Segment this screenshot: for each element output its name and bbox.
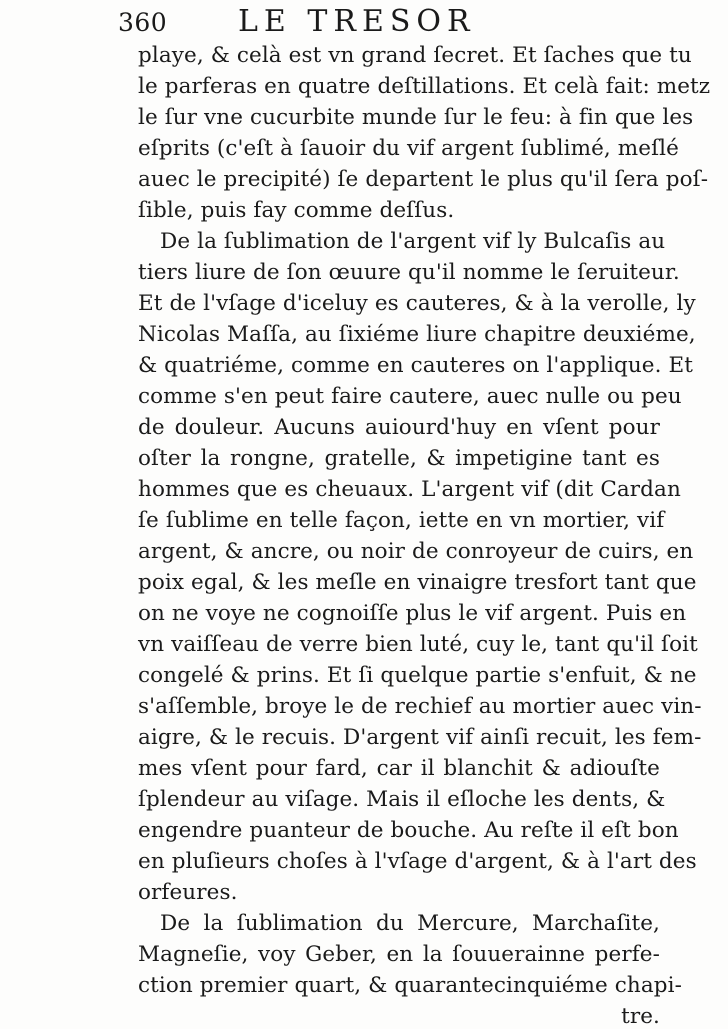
running-title: LE TRESOR — [238, 4, 476, 39]
text-line: hommes que es cheuaux. L'argent vif (dit Cardan — [138, 477, 681, 502]
text-line: Et de l'vſage d'iceluy es cauteres, & à la verolle, ly — [138, 291, 696, 316]
text-line: de douleur. Aucuns auiourd'huy en vſent pour — [138, 415, 660, 440]
paragraph-start-line: De la ſublimation de l'argent vif ly Bulcaſis au — [160, 229, 666, 254]
text-line: ſplendeur au viſage. Mais il eſloche les dents, & — [138, 787, 666, 812]
text-line: comme s'en peut faire cautere, auec nulle ou peu — [138, 384, 682, 409]
text-line: Nicolas Maſſa, au ſixiéme liure chapitre deuxiéme, — [138, 322, 696, 347]
text-line: engendre puanteur de bouche. Au reſte il eſt bon — [138, 818, 679, 843]
text-line: s'aſſemble, broye le de rechief au mortier auec vin- — [138, 694, 702, 719]
text-line: poix egal, & les meſle en vinaigre tresfort tant que — [138, 570, 697, 595]
text-line: eſprits (c'eſt à ſauoir du vif argent ſublimé, meſlé — [138, 136, 679, 161]
body-text — [138, 40, 711, 1029]
text-line: orfeures. — [138, 880, 238, 905]
text-line: ction premier quart, & quarantecinquiéme chapi- — [138, 973, 682, 998]
text-line: argent, & ancre, ou noir de conroyeur de cuirs, en — [138, 539, 694, 564]
text-line: le parferas en quatre deſtillations. Et celà fait: metz — [138, 74, 711, 99]
text-line: ſible, puis fay comme deſſus. — [138, 198, 455, 223]
text-line: & quatriéme, comme en cauteres on l'applique. Et — [138, 353, 694, 378]
text-line: playe, & celà est vn grand ſecret. Et ſaches que tu — [138, 43, 692, 68]
text-line: en pluſieurs choſes à l'vſage d'argent, & à l'art des — [138, 849, 697, 874]
text-line: auec le precipité) ſe departent le plus qu'il ſera poſ- — [138, 167, 709, 192]
page-number: 360 — [118, 8, 168, 37]
text-line: congelé & prins. Et ſi quelque partie s'enfuit, & ne — [138, 663, 697, 688]
text-line: tre. — [621, 1004, 660, 1029]
text-line: on ne voye ne cognoiſſe plus le vif argent. Puis en — [138, 601, 687, 626]
page-header — [118, 4, 678, 44]
text-line: Magneſie, voy Geber, en la ſouuerainne perfe- — [138, 942, 660, 967]
text-line: ſe ſublime en telle façon, iette en vn mortier, vif — [138, 508, 665, 533]
text-line: le ſur vne cucurbite munde ſur le feu: à fin que les — [138, 105, 694, 130]
text-line: vn vaiſſeau de verre bien luté, cuy le, tant qu'il ſoit — [138, 632, 698, 657]
paragraph-start-line: De la ſublimation du Mercure, Marchaſite, — [160, 911, 660, 936]
text-line: mes vſent pour fard, car il blanchit & adiouſte — [138, 756, 660, 781]
text-line: oſter la rongne, gratelle, & impetigine tant es — [138, 446, 660, 471]
text-line: tiers liure de ſon œuure qu'il nomme le ſeruiteur. — [138, 260, 680, 285]
text-line: aigre, & le recuis. D'argent vif ainſi recuit, les fem- — [138, 725, 702, 750]
